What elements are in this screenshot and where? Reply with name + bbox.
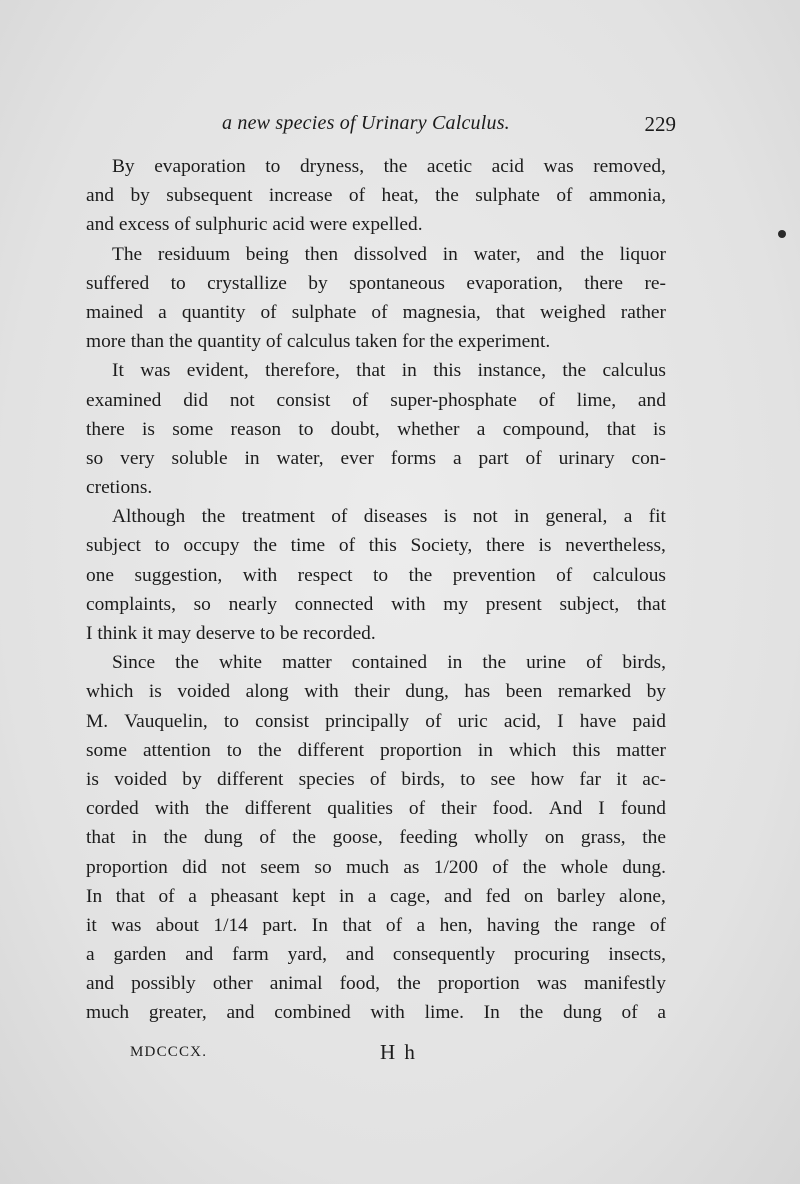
text-line: examined did not consist of super-phosphate of lime, and — [86, 389, 666, 411]
text-line: proportion did not seem so much as 1/200 of the whole dung. — [86, 856, 666, 878]
text-line: is voided by different species of birds, to see how far it ac- — [86, 768, 666, 790]
text-line: and by subsequent increase of heat, the sulphate of ammonia, — [86, 185, 666, 207]
text-line: suffered to crystallize by spontaneous evaporation, there re- — [86, 272, 666, 294]
text-line: which is voided along with their dung, has been remarked by — [86, 681, 666, 703]
text-line: Although the treatment of diseases is not in general, a fit — [112, 506, 666, 528]
text-line: subject to occupy the time of this Society, there is nevertheless, — [86, 535, 666, 557]
text-line: much greater, and combined with lime. In the dung of a — [86, 1002, 666, 1024]
text-line: and possibly other animal food, the proportion was manifestly — [86, 973, 666, 995]
text-line: In that of a pheasant kept in a cage, and fed on barley alone, — [86, 885, 666, 907]
text-line: some attention to the different proportion in which this matter — [86, 739, 666, 761]
ink-speck — [778, 230, 786, 238]
text-line: corded with the different qualities of their food. And I found — [86, 798, 666, 820]
text-line: I think it may deserve to be recorded. — [86, 623, 376, 644]
text-line: complaints, so nearly connected with my present subject, that — [86, 593, 666, 615]
running-head: a new species of Urinary Calculus. — [222, 112, 510, 134]
text-line: It was evident, therefore, that in this instance, the calculus — [112, 360, 666, 382]
text-line: By evaporation to dryness, the acetic acid was removed, — [112, 156, 666, 177]
text-line: The residuum being then dissolved in water, and the liquor — [112, 243, 666, 265]
page-number: 229 — [644, 112, 676, 136]
signature-date: MDCCCX. — [130, 1044, 208, 1060]
text-line: M. Vauquelin, to consist principally of uric acid, I have paid — [86, 710, 666, 732]
text-line: Since the white matter contained in the urine of birds, — [112, 652, 666, 674]
signature-mark: H h — [380, 1040, 417, 1064]
text-line: mained a quantity of sulphate of magnesia, that weighed rather — [86, 301, 666, 323]
text-line: more than the quantity of calculus taken for the experiment. — [86, 331, 551, 353]
text-line: there is some reason to doubt, whether a compound, that is — [86, 418, 666, 440]
page-footer — [130, 1040, 530, 1070]
body-text — [86, 152, 666, 1028]
text-line: cretions. — [86, 477, 153, 499]
text-line: that in the dung of the goose, feeding wholly on grass, the — [86, 827, 666, 849]
text-line: one suggestion, with respect to the prevention of calculous — [86, 564, 666, 586]
text-line: and excess of sulphuric acid were expelled. — [86, 214, 423, 236]
text-line: so very soluble in water, ever forms a part of urinary con- — [86, 447, 666, 469]
text-line: it was about 1/14 part. In that of a hen, having the range of — [86, 914, 666, 936]
text-line: a garden and farm yard, and consequently procuring insects, — [86, 944, 666, 966]
page-header — [86, 112, 676, 142]
